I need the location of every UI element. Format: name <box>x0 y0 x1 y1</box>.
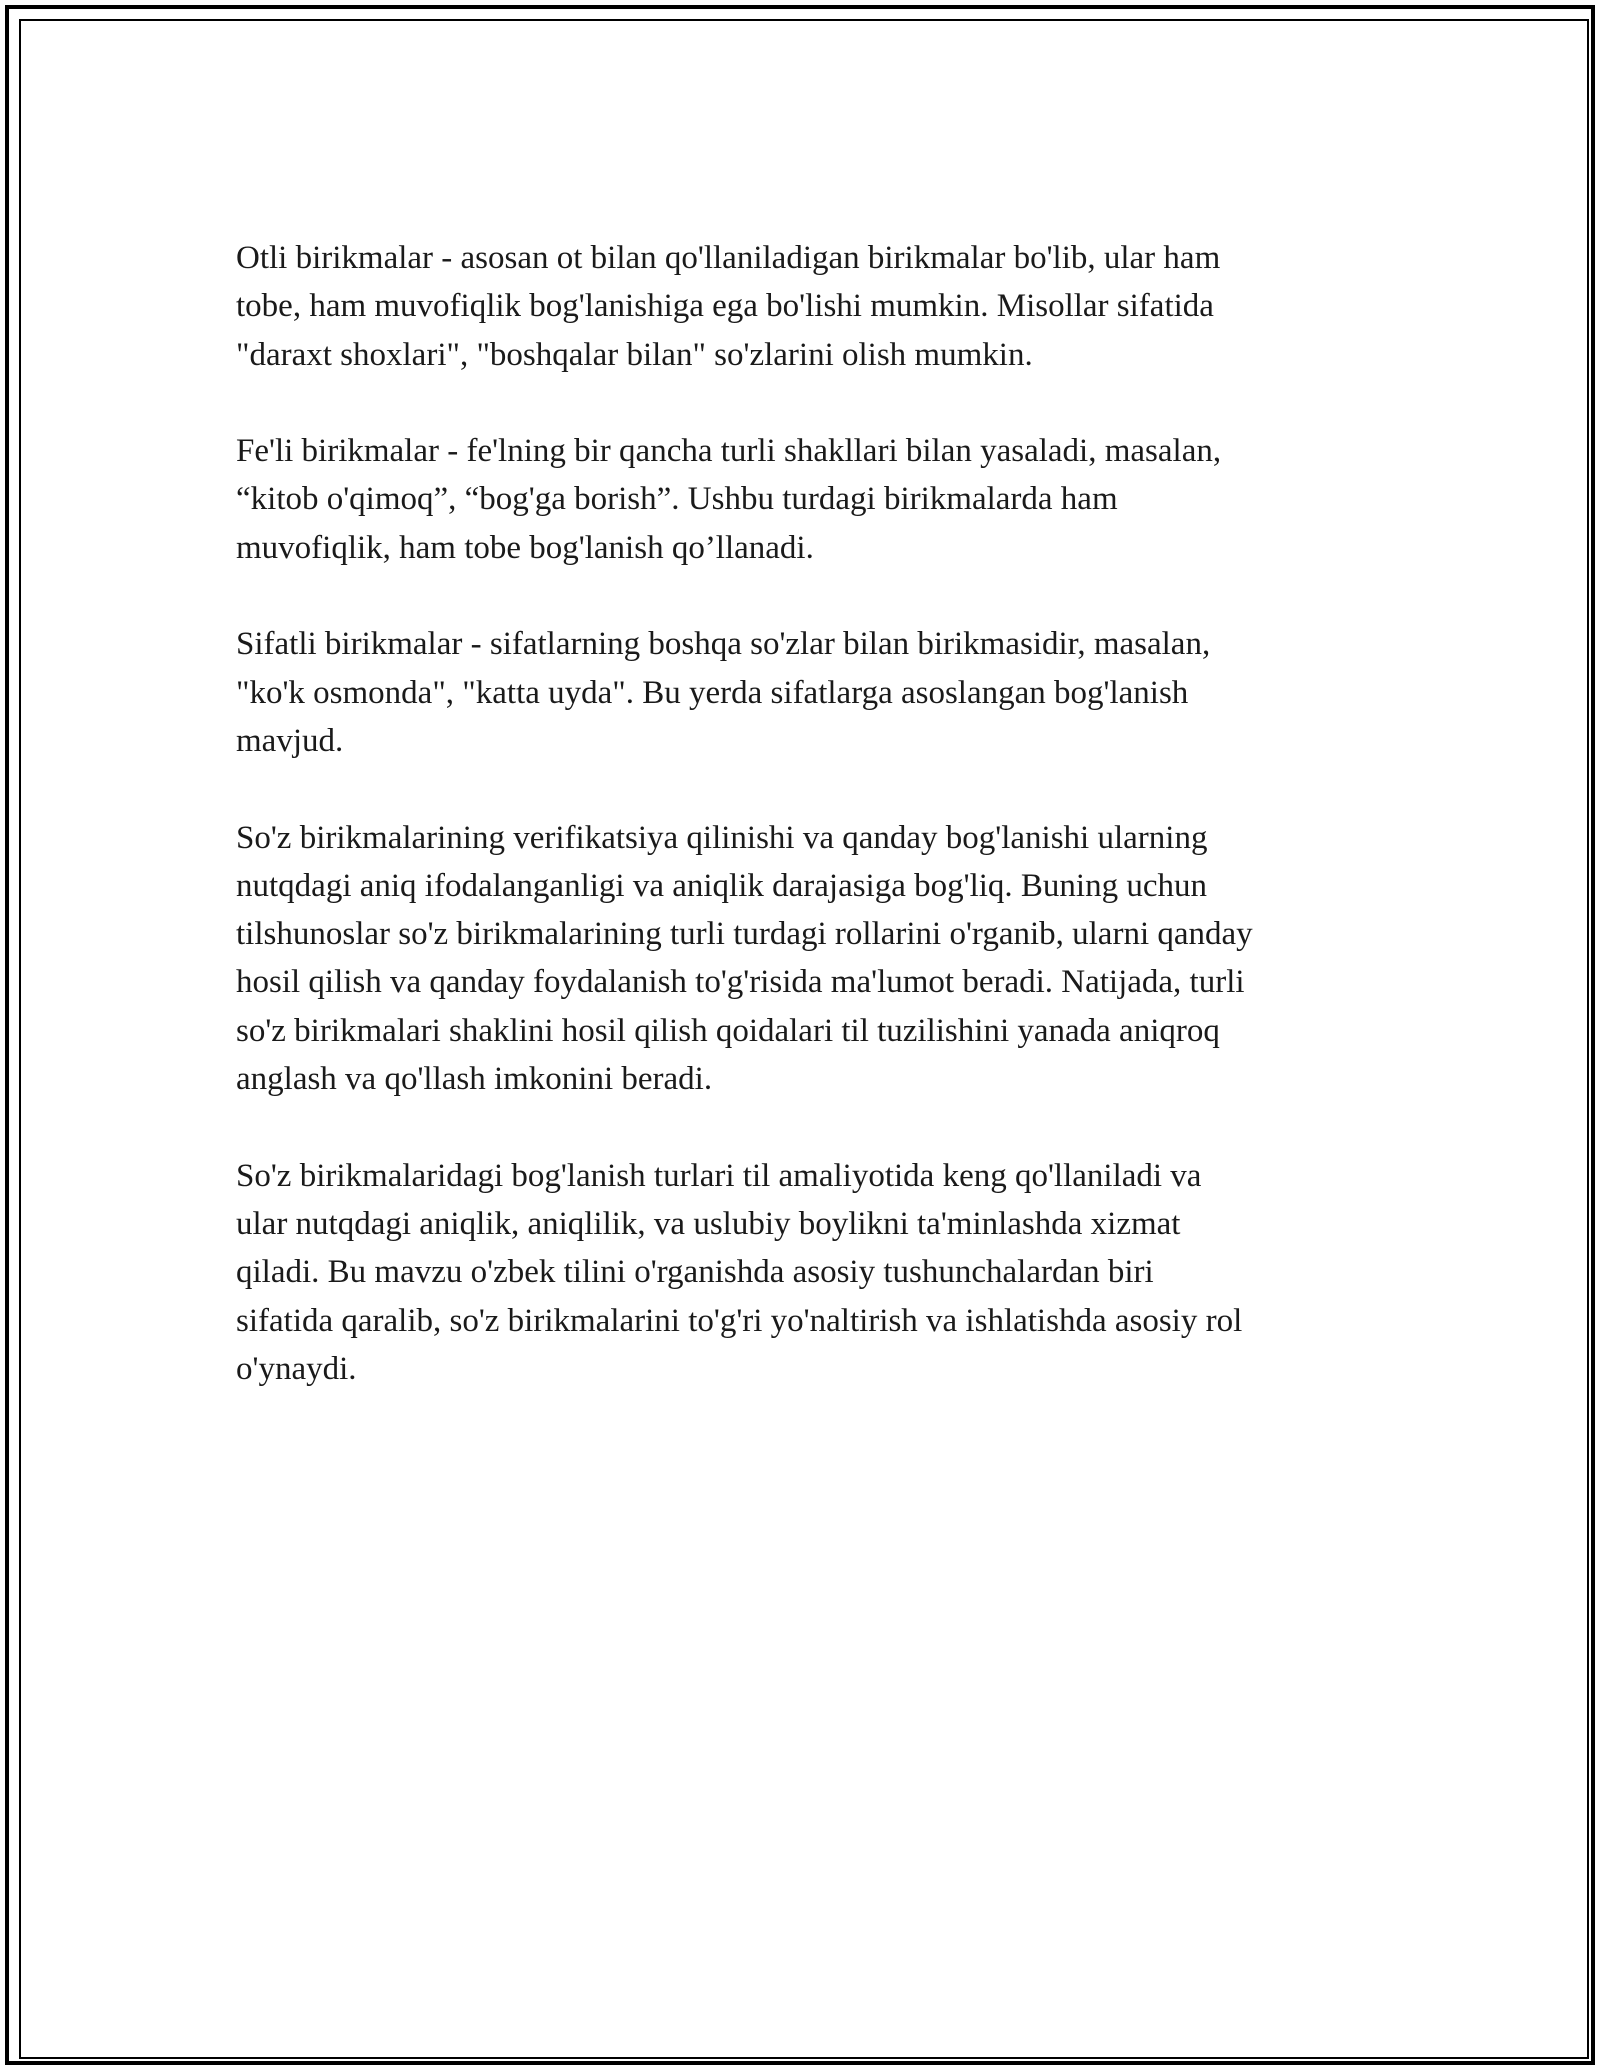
paragraph-sifatli-birikmalar <box>236 620 1386 765</box>
text-line: tobe, ham muvofiqlik bog'lanishiga ega bo'lishi mumkin. Misollar sifatida <box>236 288 1214 325</box>
text-line: Fe'li birikmalar - fe'lning bir qancha turli shakllari bilan yasaladi, masalan, <box>236 433 1222 470</box>
paragraph-verifikatsiya <box>236 814 1386 1104</box>
text-line: “kitob o'qimoq”, “bog'ga borish”. Ushbu turdagi birikmalarda ham <box>236 481 1118 518</box>
text-line: Sifatli birikmalar - sifatlarning boshqa so'zlar bilan birikmasidir, masalan, <box>236 626 1211 663</box>
text-line: anglash va qo'llash imkonini beradi. <box>236 1061 713 1098</box>
text-line: mavjud. <box>236 722 344 759</box>
paragraph-otli-birikmalar <box>236 234 1386 379</box>
text-line: sifatida qaralib, so'z birikmalarini to'g'ri yo'naltirish va ishlatishda asosiy rol <box>236 1302 1243 1339</box>
text-line: So'z birikmalarining verifikatsiya qilinishi va qanday bog'lanishi ularning <box>236 819 1208 856</box>
text-line: qiladi. Bu mavzu o'zbek tilini o'rganishda asosiy tushunchalardan biri <box>236 1254 1154 1291</box>
text-line: "ko'k osmonda", "katta uyda". Bu yerda sifatlarga asoslangan bog'lanish <box>236 674 1189 711</box>
text-line: ular nutqdagi aniqlik, aniqlilik, va uslubiy boylikni ta'minlashda xizmat <box>236 1205 1181 1242</box>
document-body <box>236 234 1386 1441</box>
text-line: So'z birikmalaridagi bog'lanish turlari til amaliyotida keng qo'llaniladi va <box>236 1157 1202 1194</box>
text-line: hosil qilish va qanday foydalanish to'g'risida ma'lumot beradi. Natijada, turli <box>236 964 1245 1001</box>
paragraph-boglanish-turlari <box>236 1152 1386 1393</box>
text-line: nutqdagi aniq ifodalanganligi va aniqlik darajasiga bog'liq. Buning uchun <box>236 867 1207 904</box>
text-line: so'z birikmalari shaklini hosil qilish qoidalari til tuzilishini yanada aniqroq <box>236 1012 1220 1049</box>
text-line: muvofiqlik, ham tobe bog'lanish qo’llanadi. <box>236 529 814 566</box>
text-line: o'ynaydi. <box>236 1350 357 1387</box>
text-line: Otli birikmalar - asosan ot bilan qo'llaniladigan birikmalar bo'lib, ular ham <box>236 240 1221 276</box>
paragraph-feli-birikmalar <box>236 427 1386 572</box>
text-line: "daraxt shoxlari", "boshqalar bilan" so'zlarini olish mumkin. <box>236 336 1033 373</box>
text-line: tilshunoslar so'z birikmalarining turli turdagi rollarini o'rganib, ularni qanday <box>236 916 1253 953</box>
